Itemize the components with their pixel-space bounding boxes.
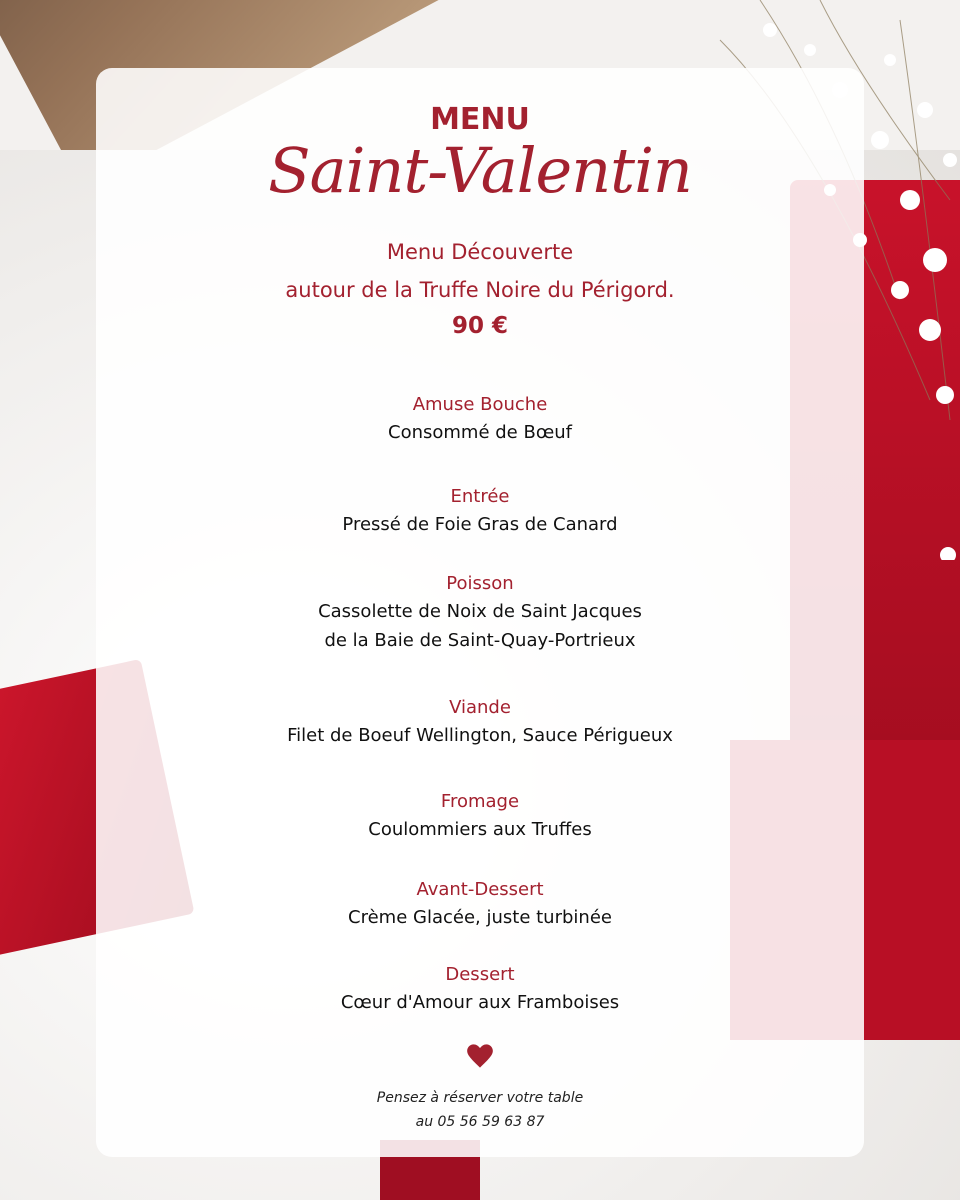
course-poisson <box>96 571 864 655</box>
subtitle-line-1: Menu Découverte <box>386 240 574 264</box>
course-dish-line-2: de la Baie de Saint-Quay-Portrieux <box>324 630 636 651</box>
course-viande <box>96 695 864 750</box>
course-entree <box>96 484 864 539</box>
course-amuse-bouche <box>96 392 864 447</box>
course-avant-dessert <box>96 877 864 932</box>
course-label: Dessert <box>445 964 515 985</box>
menu-card <box>96 68 864 1157</box>
menu-price: 90 € <box>451 313 509 339</box>
course-label: Poisson <box>446 573 514 594</box>
subtitle-line-2: autour de la Truffe Noire du Périgord. <box>285 278 675 302</box>
course-label: Avant-Dessert <box>416 879 544 900</box>
course-dish: Consommé de Bœuf <box>388 422 572 443</box>
course-dish: Coulommiers aux Truffes <box>368 819 592 840</box>
reservation-note: Pensez à réserver votre table <box>376 1090 584 1106</box>
course-dish: Crème Glacée, juste turbinée <box>348 907 612 928</box>
reservation-phone: au 05 56 59 63 87 <box>415 1114 545 1130</box>
page-title: Saint-Valentin <box>268 134 692 207</box>
heart-icon <box>466 1040 494 1072</box>
course-dish-line-1: Cassolette de Noix de Saint Jacques <box>318 601 642 622</box>
course-label: Fromage <box>440 791 520 812</box>
course-label: Entrée <box>450 486 510 507</box>
course-label: Viande <box>449 697 511 718</box>
course-label: Amuse Bouche <box>412 394 548 415</box>
course-dish: Filet de Boeuf Wellington, Sauce Périgueux <box>287 725 673 746</box>
course-dessert <box>96 962 864 1017</box>
menu-heading: MENU <box>430 102 530 137</box>
course-fromage <box>96 789 864 844</box>
course-dish: Cœur d'Amour aux Framboises <box>340 992 620 1013</box>
course-dish: Pressé de Foie Gras de Canard <box>342 514 618 535</box>
